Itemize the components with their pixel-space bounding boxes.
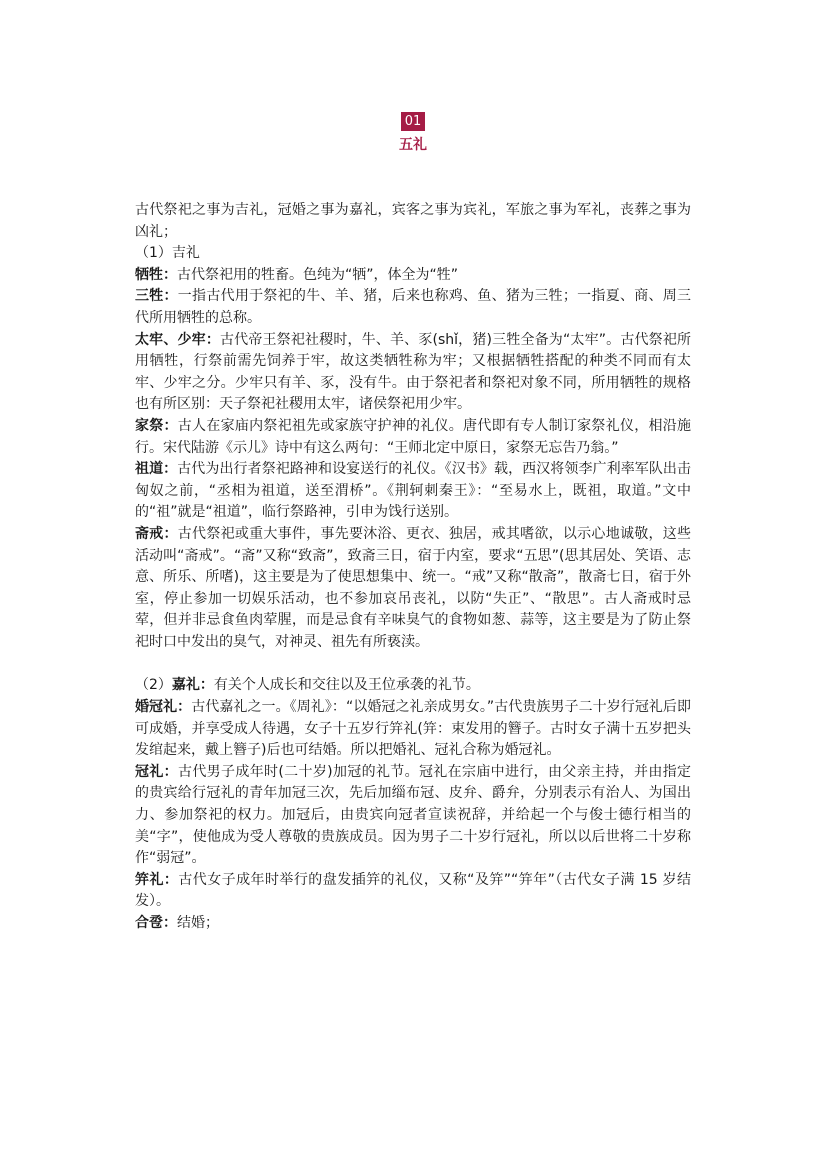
section-heading-jili: （1）吉礼 (135, 245, 200, 262)
term: 家祭： (135, 417, 178, 434)
entry-jiaji (135, 416, 691, 459)
definition: 有关个人成长和交往以及王位承袭的礼节。 (213, 677, 480, 694)
entry-jili-hairpin (135, 870, 691, 913)
term: 太牢、少牢： (135, 331, 220, 348)
document-body (135, 200, 691, 935)
definition: 古代祭祀或重大事件，事先要沐浴、更衣、独居，戒其嗜欲，以示心地诚敬，这些活动叫“斋戒”。“斋”又称“致斋”，致斋三日，宿于内室，要求“五思”(思其居处、笑语、志意、所乐、所嗜)，这主要是为了使思想集中、统一。“戒”又称“散斋”，散斋七日，宿于外室，停止参加一切娱乐活动，也不参加哀吊丧礼，以防“失正”、“散思”。古人斋戒时忌荤，但并非忌食鱼肉荤腥，而是忌食有辛味臭气的食物如葱、蒜等，这主要是为了防止祭祀时口中发出的臭气，对神灵、祖先有所亵渎。 (135, 525, 692, 650)
term: 笄礼： (135, 871, 179, 888)
chapter-number: 01 (401, 112, 426, 131)
definition: 古代嘉礼之一。《周礼》：“以婚冠之礼亲成男女。”古代贵族男子二十岁行冠礼后即可成婚，并享受成人待遇，女子十五岁行笄礼(笄：束发用的簪子。古时女子满十五岁把头发绾起来，戴上簪子)后也可结婚。所以把婚礼、冠礼合称为婚冠礼。 (135, 699, 691, 759)
term: 嘉礼： (171, 677, 214, 694)
term: 牺牲： (135, 266, 177, 283)
entry-guanli (135, 762, 691, 870)
term: 冠礼： (135, 763, 179, 780)
entry-sansheng (135, 286, 691, 329)
term: 斋戒： (135, 525, 178, 542)
entry-xisheng (135, 265, 691, 287)
definition: 古人在家庙内祭祀祖先或家族守护神的礼仪。唐代即有专人制订家祭礼仪，相沿施行。宋代陆游《示儿》诗中有这么两句：“王师北定中原日，家祭无忘告乃翁。” (135, 417, 692, 456)
term: 祖道： (135, 461, 178, 478)
definition: 古代为出行者祭祀路神和设宴送行的礼仪。《汉书》载，西汉将领李广利率军队出击匈奴之前，“丞相为祖道，送至渭桥”。《荆轲刺秦王》：“至易水上，既祖，取道。”文中的“祖”就是“祖道”，临行祭路神，引申为饯行送别。 (135, 461, 692, 521)
definition: 古代女子成年时举行的盘发插笄的礼仪，又称“及笄”“笄年”（古代女子满 15 岁结发）。 (135, 871, 691, 910)
intro-paragraph: 古代祭祀之事为吉礼，冠婚之事为嘉礼，宾客之事为宾礼，军旅之事为军礼，丧葬之事为凶礼； (135, 202, 691, 240)
entry-zudao (135, 459, 691, 524)
definition: 一指古代用于祭祀的牛、羊、猪，后来也称鸡、鱼、猪为三牲；一指夏、商、周三代所用牺牲的总称。 (135, 288, 692, 326)
section-heading-jiali (135, 675, 691, 697)
entry-tailao (135, 330, 691, 416)
entry-hunguanli (135, 697, 691, 762)
term: 合卺： (135, 915, 177, 931)
chapter-header (0, 110, 826, 154)
entry-hejin (135, 913, 691, 935)
chapter-title: 五礼 (399, 137, 427, 153)
heading-number: （2） (135, 677, 172, 694)
definition: 结婚； (177, 915, 219, 931)
definition: 古代帝王祭祀社稷时，牛、羊、豕(shǐ，猪)三牲全备为“太牢”。古代祭祀所用牺牲，行祭前需先饲养于牢，故这类牺牲称为牢；又根据牺牲搭配的种类不同而有太牢、少牢之分。少牢只有羊、豕，没有牛。由于祭祀者和祭祀对象不同，所用牺牲的规格也有所区别：天子祭祀社稷用太牢，诸侯祭祀用少牢。 (135, 331, 691, 413)
section-spacer (135, 653, 691, 675)
term: 婚冠礼： (135, 699, 192, 716)
definition: 古代祭祀用的牲畜。色纯为“牺”，体全为“牲” (177, 266, 459, 283)
term: 三牲： (135, 288, 178, 305)
entry-zhaijie (135, 524, 691, 654)
definition: 古代男子成年时(二十岁)加冠的礼节。冠礼在宗庙中进行，由父亲主持，并由指定的贵宾给行冠礼的青年加冠三次，先后加缁布冠、皮弁、爵弁，分别表示有治人、为国出力、参加祭祀的权力。加冠后，由贵宾向冠者宣读祝辞，并给起一个与俊士德行相当的美“字”，使他成为受人尊敬的贵族成员。因为男子二十岁行冠礼，所以以后世将二十岁称作“弱冠”。 (135, 763, 692, 867)
